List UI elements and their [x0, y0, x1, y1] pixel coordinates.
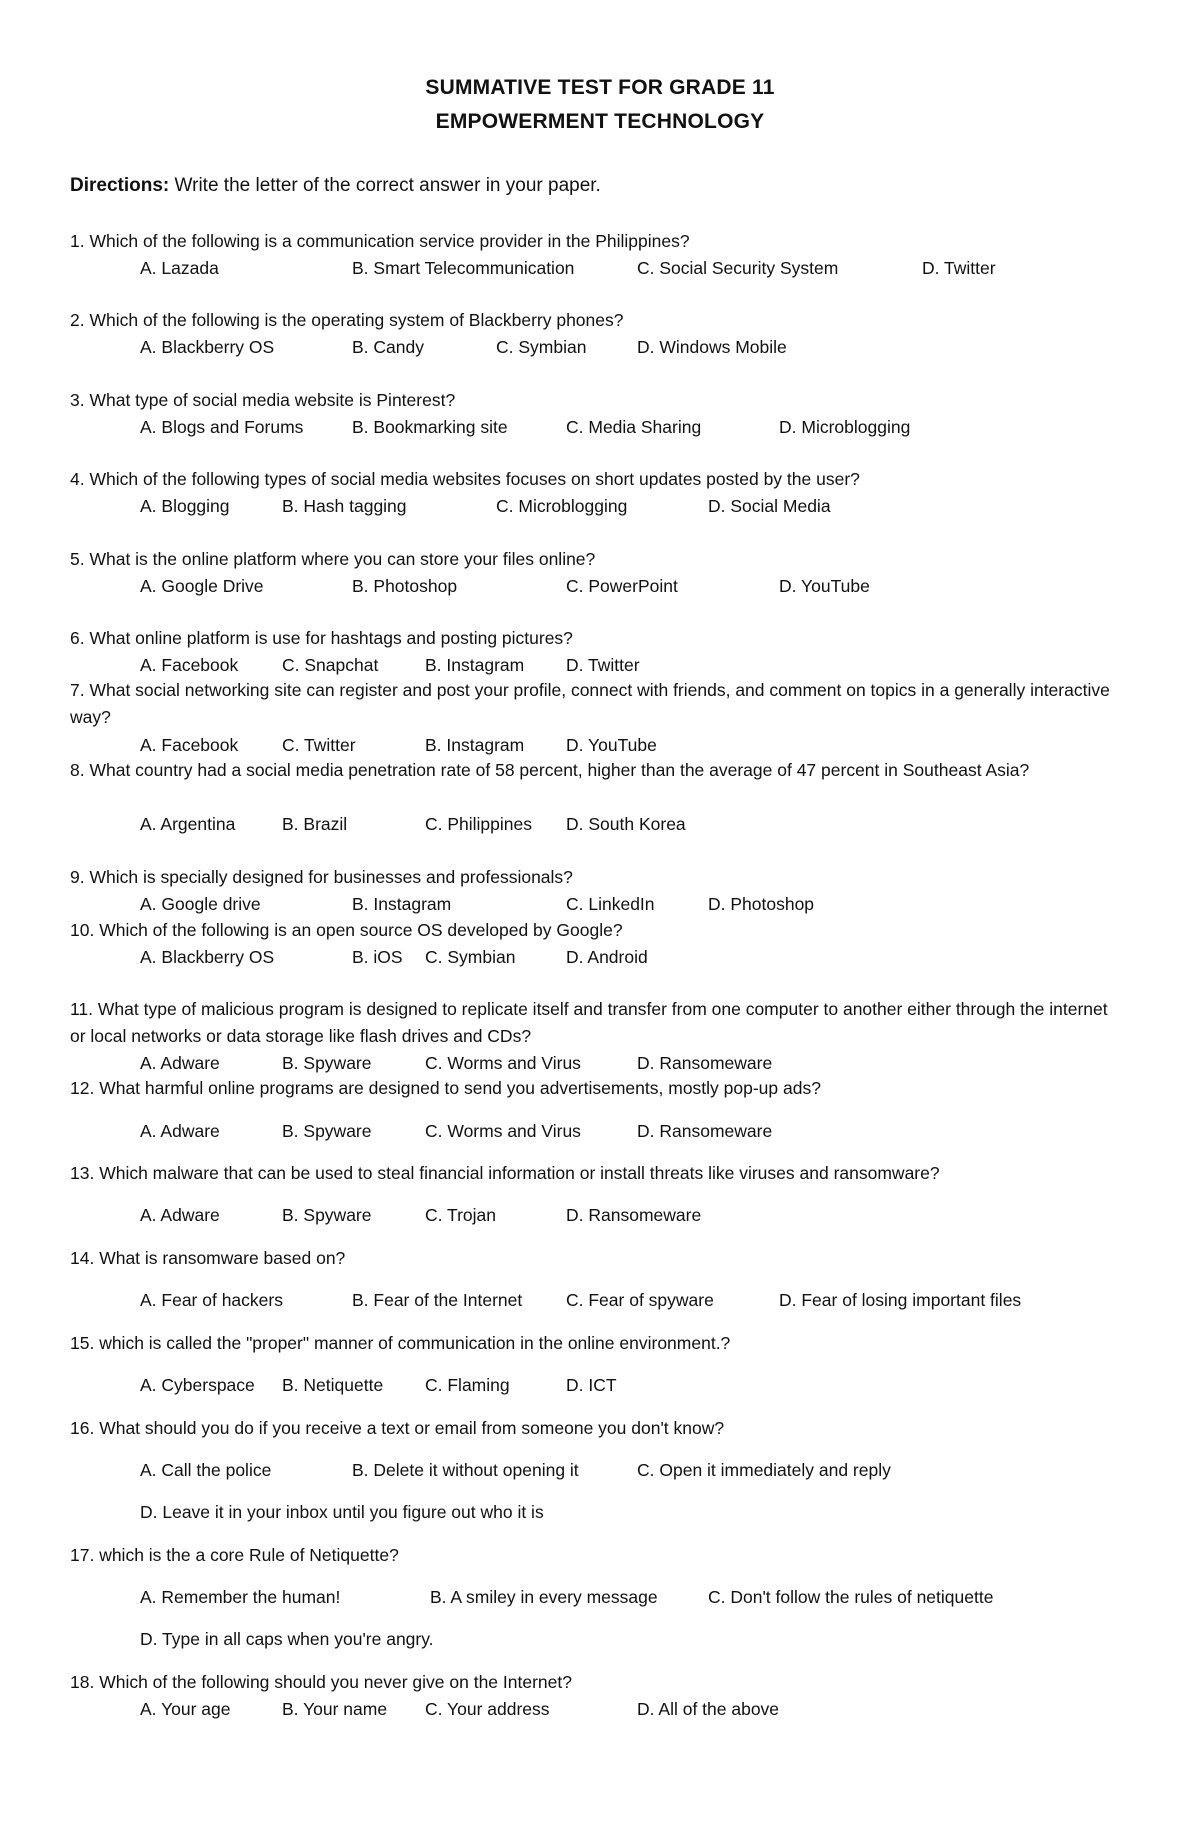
directions	[70, 175, 601, 197]
q8-option-c: C. Philippines	[425, 814, 532, 834]
q10-option-c: C. Symbian	[425, 947, 516, 967]
q14-option-b: B. Fear of the Internet	[352, 1290, 523, 1310]
q13-option-c: C. Trojan	[425, 1205, 496, 1225]
question-4: 4. Which of the following types of social media websites focuses on short updates posted by the user?	[70, 469, 860, 489]
q6-option-c: C. Snapchat	[282, 655, 379, 675]
q16-option-c: C. Open it immediately and reply	[637, 1460, 891, 1480]
q1-option-a: A. Lazada	[140, 258, 219, 278]
question-12: 12. What harmful online programs are designed to send you advertisements, mostly pop-up ads?	[70, 1078, 821, 1098]
q14-option-c: C. Fear of spyware	[566, 1290, 714, 1310]
question-7: 7. What social networking site can register and post your profile, connect with friends, and comment on topics in a generally interactive way?	[70, 680, 1110, 727]
q15-option-b: B. Netiquette	[282, 1375, 384, 1395]
q6-option-b: B. Instagram	[425, 655, 525, 675]
q13-option-a: A. Adware	[140, 1205, 220, 1225]
question-2: 2. Which of the following is the operating system of Blackberry phones?	[70, 310, 624, 330]
q14-option-d: D. Fear of losing important files	[779, 1290, 1022, 1310]
q8-option-a: A. Argentina	[140, 814, 236, 834]
q13-option-b: B. Spyware	[282, 1205, 372, 1225]
question-14: 14. What is ransomware based on?	[70, 1248, 346, 1268]
q9-option-a: A. Google drive	[140, 894, 261, 914]
q4-option-a: A. Blogging	[140, 496, 230, 516]
q2-option-d: D. Windows Mobile	[637, 337, 787, 357]
question-6: 6. What online platform is use for hashtags and posting pictures?	[70, 628, 573, 648]
q3-option-b: B. Bookmarking site	[352, 417, 508, 437]
question-15: 15. which is called the "proper" manner of communication in the online environment.?	[70, 1333, 731, 1353]
q4-option-b: B. Hash tagging	[282, 496, 407, 516]
question-1: 1. Which of the following is a communication service provider in the Philippines?	[70, 231, 690, 251]
q4-option-c: C. Microblogging	[496, 496, 628, 516]
q18-option-c: C. Your address	[425, 1699, 550, 1719]
q9-option-c: C. LinkedIn	[566, 894, 655, 914]
question-9: 9. Which is specially designed for businesses and professionals?	[70, 867, 573, 887]
q2-option-c: C. Symbian	[496, 337, 587, 357]
q12-option-b: B. Spyware	[282, 1121, 372, 1141]
directions-label: Directions:	[70, 175, 170, 196]
question-5: 5. What is the online platform where you can store your files online?	[70, 549, 596, 569]
q6-option-a: A. Facebook	[140, 655, 239, 675]
q15-option-c: C. Flaming	[425, 1375, 510, 1395]
q5-option-d: D. YouTube	[779, 576, 870, 596]
q9-option-d: D. Photoshop	[708, 894, 815, 914]
q17-option-c: C. Don't follow the rules of netiquette	[708, 1587, 994, 1607]
q17-option-a: A. Remember the human!	[140, 1587, 341, 1607]
q3-option-d: D. Microblogging	[779, 417, 911, 437]
q12-option-a: A. Adware	[140, 1121, 220, 1141]
q3-option-a: A. Blogs and Forums	[140, 417, 304, 437]
question-10: 10. Which of the following is an open source OS developed by Google?	[70, 920, 623, 940]
q18-option-a: A. Your age	[140, 1699, 231, 1719]
q17-option-d: D. Type in all caps when you're angry.	[140, 1629, 434, 1649]
question-18: 18. Which of the following should you never give on the Internet?	[70, 1672, 572, 1692]
q10-option-b: B. iOS	[352, 947, 403, 967]
q16-option-a: A. Call the police	[140, 1460, 272, 1480]
q5-option-a: A. Google Drive	[140, 576, 264, 596]
q16-option-d: D. Leave it in your inbox until you figure out who it is	[140, 1502, 544, 1522]
q1-option-c: C. Social Security System	[637, 258, 839, 278]
q11-option-c: C. Worms and Virus	[425, 1053, 581, 1073]
q7-option-d: D. YouTube	[566, 735, 657, 755]
q18-option-b: B. Your name	[282, 1699, 388, 1719]
q17-option-b: B. A smiley in every message	[430, 1587, 658, 1607]
q15-option-a: A. Cyberspace	[140, 1375, 255, 1395]
q12-option-c: C. Worms and Virus	[425, 1121, 581, 1141]
q5-option-c: C. PowerPoint	[566, 576, 678, 596]
q16-option-b: B. Delete it without opening it	[352, 1460, 579, 1480]
q14-option-a: A. Fear of hackers	[140, 1290, 283, 1310]
q13-option-d: D. Ransomeware	[566, 1205, 702, 1225]
page-title: SUMMATIVE TEST FOR GRADE 11	[425, 76, 775, 99]
q9-option-b: B. Instagram	[352, 894, 452, 914]
q7-option-a: A. Facebook	[140, 735, 239, 755]
q11-option-a: A. Adware	[140, 1053, 220, 1073]
q12-option-d: D. Ransomeware	[637, 1121, 773, 1141]
q8-option-d: D. South Korea	[566, 814, 686, 834]
q10-option-d: D. Android	[566, 947, 648, 967]
q6-option-d: D. Twitter	[566, 655, 640, 675]
question-11: 11. What type of malicious program is designed to replicate itself and transfer from one computer to another either through the internet or local networks or data storage like flash drives and CDs?	[70, 999, 1108, 1046]
q5-option-b: B. Photoshop	[352, 576, 458, 596]
q18-option-d: D. All of the above	[637, 1699, 780, 1719]
question-17: 17. which is the a core Rule of Netiquette?	[70, 1545, 399, 1565]
q2-option-a: A. Blackberry OS	[140, 337, 275, 357]
question-3: 3. What type of social media website is Pinterest?	[70, 390, 456, 410]
q4-option-d: D. Social Media	[708, 496, 831, 516]
q11-option-d: D. Ransomeware	[637, 1053, 773, 1073]
page-subtitle: EMPOWERMENT TECHNOLOGY	[435, 110, 765, 133]
question-8: 8. What country had a social media penetration rate of 58 percent, higher than the average of 47 percent in Southeast Asia?	[70, 760, 1030, 780]
question-13: 13. Which malware that can be used to steal financial information or install threats like viruses and ransomware?	[70, 1163, 940, 1183]
q1-option-b: B. Smart Telecommunication	[352, 258, 575, 278]
q1-option-d: D. Twitter	[922, 258, 996, 278]
directions-text: Write the letter of the correct answer in your paper.	[169, 175, 601, 196]
q10-option-a: A. Blackberry OS	[140, 947, 275, 967]
q11-option-b: B. Spyware	[282, 1053, 372, 1073]
q2-option-b: B. Candy	[352, 337, 424, 357]
q7-option-c: C. Twitter	[282, 735, 356, 755]
question-16: 16. What should you do if you receive a text or email from someone you don't know?	[70, 1418, 725, 1438]
q8-option-b: B. Brazil	[282, 814, 348, 834]
q15-option-d: D. ICT	[566, 1375, 617, 1395]
q7-option-b: B. Instagram	[425, 735, 525, 755]
q3-option-c: C. Media Sharing	[566, 417, 702, 437]
